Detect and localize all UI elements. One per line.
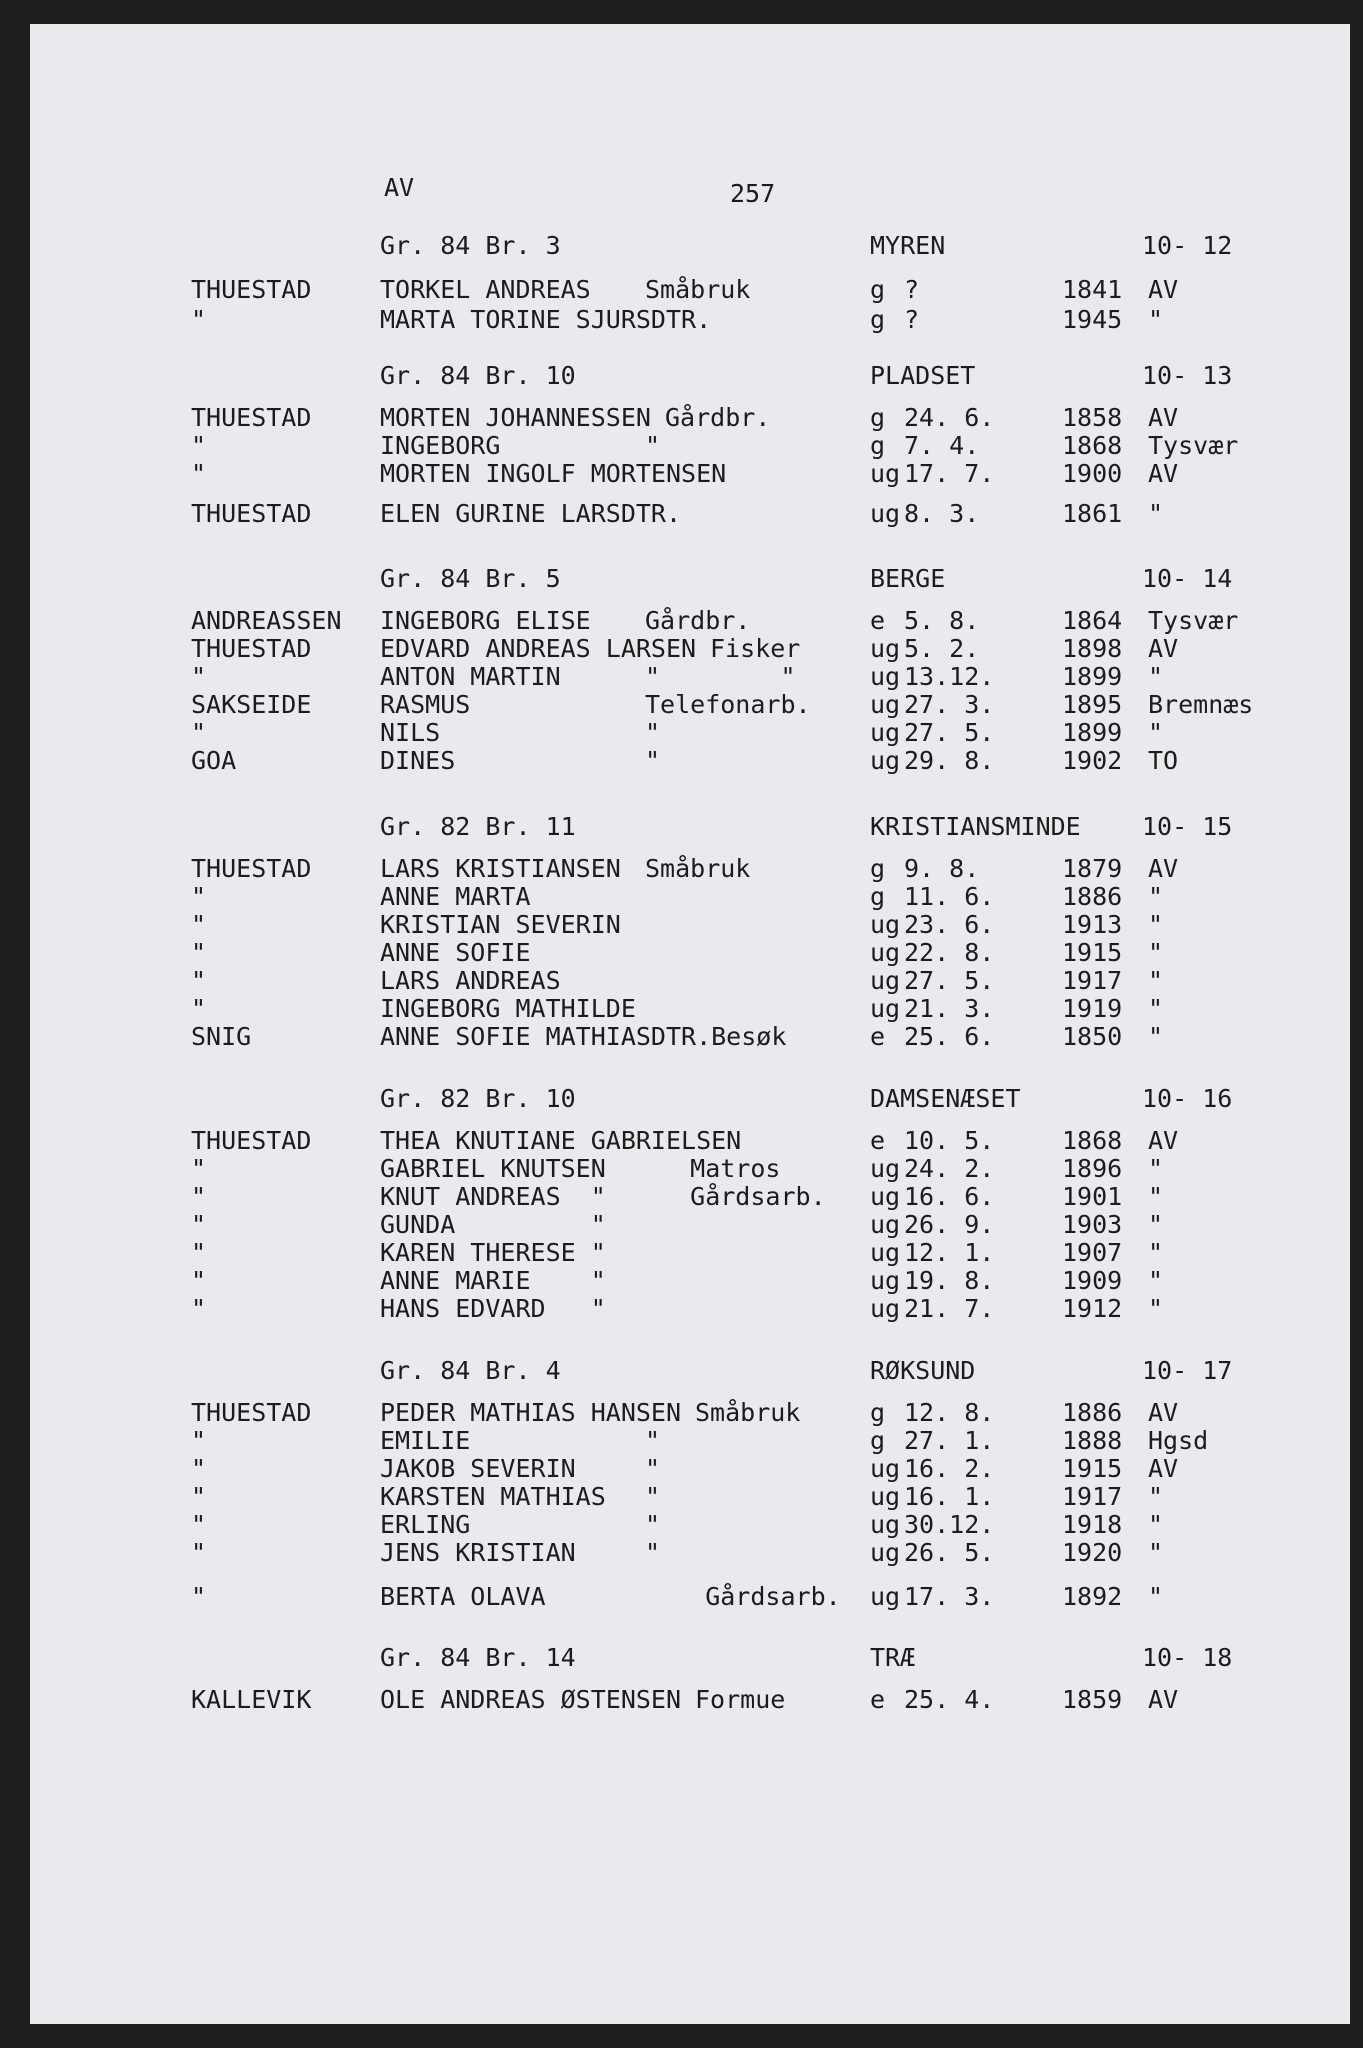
surname: " <box>191 662 207 691</box>
person-row <box>30 691 1350 719</box>
surname: SAKSEIDE <box>191 690 312 719</box>
marital-status: ug <box>870 1538 901 1567</box>
birth-year: 1892 <box>1062 1582 1123 1611</box>
group-header <box>30 813 1350 841</box>
person-name: JENS KRISTIAN <box>380 1538 576 1567</box>
birth-place: Tysvær <box>1148 606 1239 635</box>
birth-date: 24. 6. <box>904 403 995 432</box>
occupation: " <box>645 746 661 775</box>
surname: " <box>191 910 207 939</box>
birth-year: 1899 <box>1062 718 1123 747</box>
marital-status: ug <box>870 1182 901 1211</box>
birth-year: 1915 <box>1062 1454 1123 1483</box>
birth-date: 12. 8. <box>904 1398 995 1427</box>
farm-name: TRÆ <box>870 1643 916 1672</box>
marital-status: ug <box>870 994 901 1023</box>
marital-status: ug <box>870 1266 901 1295</box>
birth-date: 30.12. <box>904 1510 995 1539</box>
surname: SNIG <box>191 1022 252 1051</box>
person-name: GUNDA " <box>380 1210 606 1239</box>
birth-place: Tysvær <box>1148 431 1239 460</box>
person-row <box>30 1686 1350 1714</box>
birth-place: " <box>1148 994 1164 1023</box>
birth-date: 29. 8. <box>904 746 995 775</box>
person-row <box>30 1127 1350 1155</box>
birth-year: 1859 <box>1062 1685 1123 1714</box>
birth-year: 1912 <box>1062 1294 1123 1323</box>
person-name: INGEBORG ELISE <box>380 606 591 635</box>
person-row <box>30 1239 1350 1267</box>
person-row <box>30 1023 1350 1051</box>
occupation: " " <box>645 662 796 691</box>
birth-date: 25. 4. <box>904 1685 995 1714</box>
birth-year: 1900 <box>1062 459 1123 488</box>
birth-place: " <box>1148 499 1164 528</box>
farm-name: MYREN <box>870 231 946 260</box>
marital-status: e <box>870 1126 886 1155</box>
birth-date: 27. 1. <box>904 1426 995 1455</box>
gnr-bnr: Gr. 84 Br. 5 <box>380 564 561 593</box>
person-row <box>30 607 1350 635</box>
entry-number: 10- 16 <box>1142 1084 1233 1113</box>
group-header <box>30 565 1350 593</box>
marital-status: ug <box>870 1510 901 1539</box>
marital-status: g <box>870 1398 886 1427</box>
marital-status: ug <box>870 634 901 663</box>
person-row <box>30 1183 1350 1211</box>
marital-status: ug <box>870 966 901 995</box>
birth-year: 1886 <box>1062 882 1123 911</box>
birth-place: Bremnæs <box>1148 690 1254 719</box>
person-row <box>30 306 1350 334</box>
occupation: " <box>645 1538 661 1567</box>
gnr-bnr: Gr. 82 Br. 11 <box>380 812 576 841</box>
birth-place: " <box>1148 662 1164 691</box>
birth-place: AV <box>1148 1398 1179 1427</box>
birth-date: 16. 6. <box>904 1182 995 1211</box>
birth-place: " <box>1148 1266 1164 1295</box>
birth-date: 5. 2. <box>904 634 980 663</box>
marital-status: g <box>870 431 886 460</box>
person-row <box>30 663 1350 691</box>
person-row <box>30 1399 1350 1427</box>
occupation: Småbruk <box>695 1398 801 1427</box>
marital-status: ug <box>870 662 901 691</box>
person-name: TORKEL ANDREAS <box>380 275 591 304</box>
birth-place: " <box>1148 910 1164 939</box>
person-name: MORTEN INGOLF MORTENSEN <box>380 459 727 488</box>
marital-status: g <box>870 854 886 883</box>
person-name: ANNE SOFIE <box>380 938 531 967</box>
birth-place: " <box>1148 1538 1164 1567</box>
person-name: ERLING <box>380 1510 471 1539</box>
marital-status: g <box>870 305 886 334</box>
marital-status: ug <box>870 1154 901 1183</box>
marital-status: ug <box>870 1210 901 1239</box>
birth-date: 23. 6. <box>904 910 995 939</box>
person-name: THEA KNUTIANE GABRIELSEN <box>380 1126 742 1155</box>
birth-place: " <box>1148 938 1164 967</box>
birth-place: AV <box>1148 459 1179 488</box>
birth-date: 5. 8. <box>904 606 980 635</box>
marital-status: ug <box>870 499 901 528</box>
person-row <box>30 635 1350 663</box>
occupation: Gårdsarb. <box>645 1582 841 1611</box>
gnr-bnr: Gr. 84 Br. 14 <box>380 1643 576 1672</box>
birth-date: 27. 3. <box>904 690 995 719</box>
birth-year: 1913 <box>1062 910 1123 939</box>
person-row <box>30 939 1350 967</box>
birth-place: " <box>1148 305 1164 334</box>
person-name: KRISTIAN SEVERIN <box>380 910 621 939</box>
person-row <box>30 967 1350 995</box>
entry-number: 10- 18 <box>1142 1643 1233 1672</box>
surname: " <box>191 431 207 460</box>
group-header <box>30 1357 1350 1385</box>
surname: " <box>191 305 207 334</box>
surname: " <box>191 718 207 747</box>
birth-date: 17. 3. <box>904 1582 995 1611</box>
person-name: OLE ANDREAS ØSTENSEN <box>380 1685 682 1714</box>
birth-place: AV <box>1148 1454 1179 1483</box>
surname: " <box>191 882 207 911</box>
birth-year: 1918 <box>1062 1510 1123 1539</box>
birth-date: 22. 8. <box>904 938 995 967</box>
entry-number: 10- 17 <box>1142 1356 1233 1385</box>
marital-status: ug <box>870 1582 901 1611</box>
marital-status: g <box>870 1426 886 1455</box>
surname: " <box>191 1582 207 1611</box>
occupation: " <box>645 431 661 460</box>
surname: " <box>191 966 207 995</box>
gnr-bnr: Gr. 84 Br. 4 <box>380 1356 561 1385</box>
marital-status: g <box>870 275 886 304</box>
entry-number: 10- 14 <box>1142 564 1233 593</box>
surname: THUESTAD <box>191 1398 312 1427</box>
group-header <box>30 232 1350 260</box>
birth-place: " <box>1148 1238 1164 1267</box>
birth-date: 16. 2. <box>904 1454 995 1483</box>
birth-place: AV <box>1148 634 1179 663</box>
entry-number: 10- 15 <box>1142 812 1233 841</box>
farm-name: KRISTIANSMINDE <box>870 812 1081 841</box>
birth-date: 25. 6. <box>904 1022 995 1051</box>
marital-status: ug <box>870 718 901 747</box>
group-header <box>30 1644 1350 1672</box>
occupation: Formue <box>695 1685 786 1714</box>
birth-date: 13.12. <box>904 662 995 691</box>
person-row <box>30 1211 1350 1239</box>
surname: " <box>191 1294 207 1323</box>
person-row <box>30 432 1350 460</box>
marital-status: ug <box>870 746 901 775</box>
surname: THUESTAD <box>191 634 312 663</box>
surname: " <box>191 1238 207 1267</box>
birth-place: " <box>1148 1022 1164 1051</box>
surname: THUESTAD <box>191 499 312 528</box>
marital-status: ug <box>870 1482 901 1511</box>
birth-date: 27. 5. <box>904 718 995 747</box>
birth-place: TO <box>1148 746 1179 775</box>
person-name: ANNE SOFIE MATHIASDTR.Besøk <box>380 1022 787 1051</box>
birth-date: 11. 6. <box>904 882 995 911</box>
birth-place: Hgsd <box>1148 1426 1209 1455</box>
person-name: MARTA TORINE SJURSDTR. <box>380 305 712 334</box>
marital-status: g <box>870 403 886 432</box>
marital-status: ug <box>870 690 901 719</box>
birth-year: 1895 <box>1062 690 1123 719</box>
surname: " <box>191 1182 207 1211</box>
birth-place: " <box>1148 882 1164 911</box>
birth-date: 26. 5. <box>904 1538 995 1567</box>
entry-number: 10- 13 <box>1142 361 1233 390</box>
person-row <box>30 1295 1350 1323</box>
farm-name: DAMSENÆSET <box>870 1084 1021 1113</box>
person-row <box>30 1267 1350 1295</box>
surname: THUESTAD <box>191 275 312 304</box>
birth-date: 19. 8. <box>904 1266 995 1295</box>
birth-year: 1868 <box>1062 431 1123 460</box>
person-row <box>30 1511 1350 1539</box>
person-name: HANS EDVARD " <box>380 1294 606 1323</box>
entry-number: 10- 12 <box>1142 231 1233 260</box>
surname: GOA <box>191 746 237 775</box>
person-name: BERTA OLAVA <box>380 1582 546 1611</box>
marital-status: e <box>870 1685 886 1714</box>
farm-name: BERGE <box>870 564 946 593</box>
marital-status: ug <box>870 910 901 939</box>
birth-place: " <box>1148 1154 1164 1183</box>
birth-year: 1917 <box>1062 966 1123 995</box>
birth-place: " <box>1148 1582 1164 1611</box>
person-row <box>30 460 1350 488</box>
person-name: KARSTEN MATHIAS <box>380 1482 606 1511</box>
birth-date: 24. 2. <box>904 1154 995 1183</box>
occupation: " <box>645 1454 661 1483</box>
person-row <box>30 995 1350 1023</box>
person-name: NILS <box>380 718 441 747</box>
birth-place: AV <box>1148 275 1179 304</box>
occupation: " <box>645 1510 661 1539</box>
person-name: KAREN THERESE " <box>380 1238 606 1267</box>
birth-place: " <box>1148 966 1164 995</box>
occupation: Småbruk <box>645 854 751 883</box>
birth-year: 1899 <box>1062 662 1123 691</box>
birth-year: 1896 <box>1062 1154 1123 1183</box>
person-row <box>30 747 1350 775</box>
birth-date: 17. 7. <box>904 459 995 488</box>
birth-place: AV <box>1148 1126 1179 1155</box>
person-row <box>30 500 1350 528</box>
birth-year: 1945 <box>1062 305 1123 334</box>
group-header <box>30 1085 1350 1113</box>
surname: KALLEVIK <box>191 1685 312 1714</box>
birth-year: 1903 <box>1062 1210 1123 1239</box>
birth-place: AV <box>1148 1685 1179 1714</box>
occupation: " <box>645 1426 661 1455</box>
series-label: AV <box>384 173 415 202</box>
birth-date: 8. 3. <box>904 499 980 528</box>
birth-place: " <box>1148 1182 1164 1211</box>
person-name: LARS ANDREAS <box>380 966 561 995</box>
surname: " <box>191 1210 207 1239</box>
occupation: Småbruk <box>645 275 751 304</box>
birth-year: 1898 <box>1062 634 1123 663</box>
gnr-bnr: Gr. 84 Br. 3 <box>380 231 561 260</box>
person-row <box>30 276 1350 304</box>
birth-date: ? <box>904 275 920 304</box>
person-name: ANNE MARIE " <box>380 1266 606 1295</box>
person-name: INGEBORG MATHILDE <box>380 994 636 1023</box>
surname: " <box>191 938 207 967</box>
page-number: 257 <box>730 179 776 208</box>
occupation: Gårdbr. <box>665 403 771 432</box>
birth-date: 10. 5. <box>904 1126 995 1155</box>
person-name: DINES <box>380 746 456 775</box>
person-name: MORTEN JOHANNESSEN <box>380 403 651 432</box>
person-name: ELEN GURINE LARSDTR. <box>380 499 682 528</box>
surname: " <box>191 1482 207 1511</box>
birth-year: 1886 <box>1062 1398 1123 1427</box>
birth-date: 27. 5. <box>904 966 995 995</box>
occupation: Gårdsarb. <box>645 1182 826 1211</box>
person-row <box>30 404 1350 432</box>
person-name: GABRIEL KNUTSEN <box>380 1154 606 1183</box>
birth-date: 21. 3. <box>904 994 995 1023</box>
person-row <box>30 883 1350 911</box>
birth-date: ? <box>904 305 920 334</box>
birth-place: " <box>1148 1294 1164 1323</box>
birth-year: 1861 <box>1062 499 1123 528</box>
birth-place: " <box>1148 718 1164 747</box>
birth-year: 1915 <box>1062 938 1123 967</box>
person-name: LARS KRISTIANSEN <box>380 854 621 883</box>
surname: " <box>191 1538 207 1567</box>
document-page <box>30 24 1350 2024</box>
occupation: Gårdbr. <box>645 606 751 635</box>
birth-date: 12. 1. <box>904 1238 995 1267</box>
birth-year: 1919 <box>1062 994 1123 1023</box>
birth-year: 1920 <box>1062 1538 1123 1567</box>
birth-year: 1888 <box>1062 1426 1123 1455</box>
farm-name: RØKSUND <box>870 1356 976 1385</box>
gnr-bnr: Gr. 82 Br. 10 <box>380 1084 576 1113</box>
person-row <box>30 911 1350 939</box>
birth-year: 1909 <box>1062 1266 1123 1295</box>
surname: " <box>191 1266 207 1295</box>
birth-date: 16. 1. <box>904 1482 995 1511</box>
birth-year: 1901 <box>1062 1182 1123 1211</box>
person-name: JAKOB SEVERIN <box>380 1454 576 1483</box>
birth-year: 1858 <box>1062 403 1123 432</box>
person-name: ANTON MARTIN <box>380 662 561 691</box>
group-header <box>30 362 1350 390</box>
surname: " <box>191 1154 207 1183</box>
birth-year: 1864 <box>1062 606 1123 635</box>
marital-status: ug <box>870 1454 901 1483</box>
birth-place: AV <box>1148 403 1179 432</box>
person-row <box>30 719 1350 747</box>
birth-year: 1841 <box>1062 275 1123 304</box>
birth-year: 1907 <box>1062 1238 1123 1267</box>
surname: " <box>191 994 207 1023</box>
occupation: Matros <box>645 1154 781 1183</box>
birth-year: 1879 <box>1062 854 1123 883</box>
birth-date: 9. 8. <box>904 854 980 883</box>
birth-year: 1850 <box>1062 1022 1123 1051</box>
person-row <box>30 1455 1350 1483</box>
marital-status: ug <box>870 459 901 488</box>
birth-place: " <box>1148 1510 1164 1539</box>
marital-status: ug <box>870 1294 901 1323</box>
surname: " <box>191 459 207 488</box>
surname: " <box>191 1454 207 1483</box>
person-row <box>30 1427 1350 1455</box>
birth-date: 7. 4. <box>904 431 980 460</box>
person-name: ANNE MARTA <box>380 882 531 911</box>
birth-date: 26. 9. <box>904 1210 995 1239</box>
birth-date: 21. 7. <box>904 1294 995 1323</box>
person-row <box>30 1483 1350 1511</box>
marital-status: e <box>870 1022 886 1051</box>
person-name: EMILIE <box>380 1426 471 1455</box>
marital-status: ug <box>870 1238 901 1267</box>
birth-year: 1917 <box>1062 1482 1123 1511</box>
person-name: EDVARD ANDREAS LARSEN <box>380 634 697 663</box>
farm-name: PLADSET <box>870 361 976 390</box>
occupation: " <box>645 1482 661 1511</box>
person-name: INGEBORG <box>380 431 501 460</box>
surname: " <box>191 1426 207 1455</box>
birth-place: AV <box>1148 854 1179 883</box>
gnr-bnr: Gr. 84 Br. 10 <box>380 361 576 390</box>
birth-year: 1902 <box>1062 746 1123 775</box>
person-name: RASMUS <box>380 690 471 719</box>
birth-place: " <box>1148 1210 1164 1239</box>
marital-status: ug <box>870 938 901 967</box>
occupation: Fisker <box>710 634 801 663</box>
occupation: Telefonarb. <box>645 690 811 719</box>
surname: THUESTAD <box>191 1126 312 1155</box>
person-row <box>30 1155 1350 1183</box>
surname: THUESTAD <box>191 403 312 432</box>
marital-status: g <box>870 882 886 911</box>
person-row <box>30 855 1350 883</box>
person-row <box>30 1539 1350 1567</box>
person-name: PEDER MATHIAS HANSEN <box>380 1398 682 1427</box>
surname: ANDREASSEN <box>191 606 342 635</box>
birth-place: " <box>1148 1482 1164 1511</box>
surname: THUESTAD <box>191 854 312 883</box>
birth-year: 1868 <box>1062 1126 1123 1155</box>
marital-status: e <box>870 606 886 635</box>
person-row <box>30 1583 1350 1611</box>
person-name: KNUT ANDREAS " <box>380 1182 606 1211</box>
surname: " <box>191 1510 207 1539</box>
occupation: " <box>645 718 661 747</box>
